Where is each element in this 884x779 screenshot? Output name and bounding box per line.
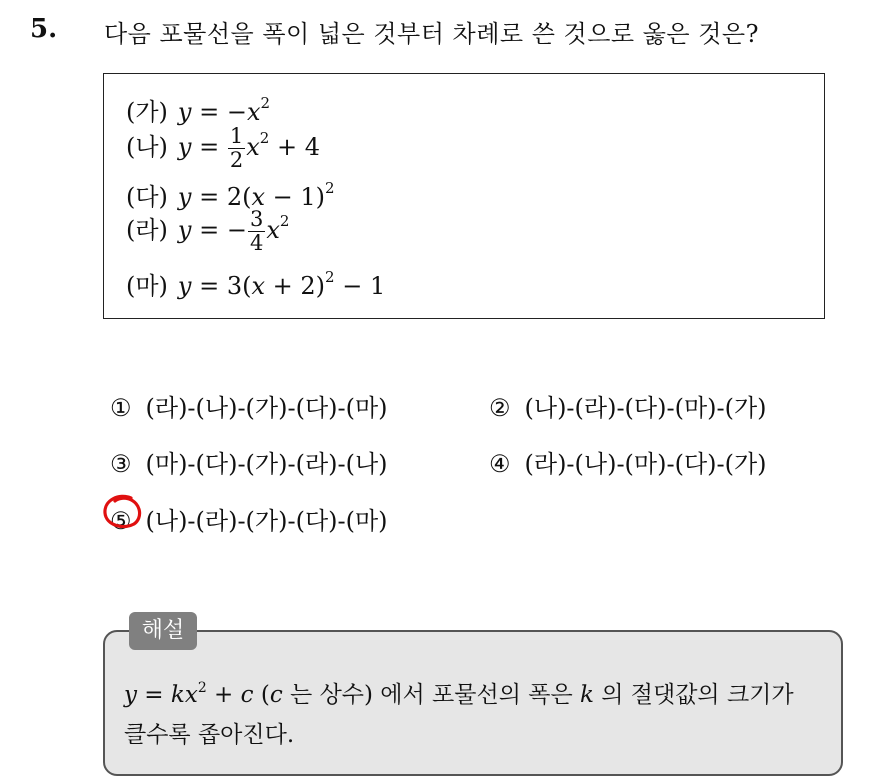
equation-label: (라) bbox=[126, 216, 168, 244]
equation-box bbox=[103, 73, 825, 319]
question-number: 5. bbox=[30, 14, 58, 44]
fraction-numerator: 3 bbox=[249, 207, 264, 231]
fraction bbox=[228, 126, 245, 171]
equation-da: (다) $y = 2(x - 1)^2$ bbox=[126, 179, 335, 211]
solution-text bbox=[124, 668, 794, 755]
fraction-denominator: 4 bbox=[249, 231, 264, 255]
choice-marker: ① bbox=[110, 394, 132, 422]
equation-ga: (가) $y = -x^2$ bbox=[126, 94, 271, 126]
equation-label: (나) bbox=[126, 133, 168, 161]
choice-marker: ② bbox=[489, 394, 511, 422]
equation-label: (다) bbox=[126, 183, 168, 211]
choice-marker: ⑤ bbox=[110, 507, 132, 535]
solution-line-1: $y = kx^2 + c$ (c 는 상수) 에서 포물선의 폭은 k 의 절댓값의 크기가 bbox=[124, 680, 794, 708]
solution-text-a: 는 상수) 에서 포물선의 폭은 bbox=[290, 682, 573, 708]
solution-line-2: 클수록 좁아진다. bbox=[124, 722, 295, 748]
solution-text-b: 의 절댓값의 크기가 bbox=[601, 682, 794, 708]
fraction-denominator: 2 bbox=[229, 148, 244, 172]
equation-label: (가) bbox=[126, 98, 168, 126]
choice-text: (나)-(라)-(다)-(마)-(가) bbox=[524, 394, 767, 422]
solution-tag: 해설 bbox=[129, 612, 197, 650]
fraction-numerator: 1 bbox=[229, 124, 244, 148]
choice-4[interactable] bbox=[489, 444, 767, 479]
equation-ma: (마) $y = 3(x + 2)^2 - 1$ bbox=[126, 268, 386, 300]
choice-2[interactable] bbox=[489, 388, 767, 423]
choice-5[interactable] bbox=[110, 501, 388, 536]
choice-text: (라)-(나)-(마)-(다)-(가) bbox=[524, 450, 767, 478]
choice-text: (나)-(라)-(가)-(다)-(마) bbox=[145, 507, 388, 535]
equation-label: (마) bbox=[126, 272, 168, 300]
choice-1[interactable] bbox=[110, 388, 388, 423]
choice-marker: ③ bbox=[110, 450, 132, 478]
choice-3[interactable] bbox=[110, 444, 388, 479]
choice-text: (마)-(다)-(가)-(라)-(나) bbox=[145, 450, 388, 478]
choice-marker: ④ bbox=[489, 450, 511, 478]
question-text: 다음 포물선을 폭이 넓은 것부터 차례로 쓴 것으로 옳은 것은? bbox=[104, 20, 759, 48]
choice-text: (라)-(나)-(가)-(다)-(마) bbox=[145, 394, 388, 422]
equation-na: (나) y = $\frac{1}{2}$ $x^2 + 4$ bbox=[126, 124, 320, 172]
fraction bbox=[248, 209, 265, 254]
equation-ra: (라) y = − $\frac{3}{4}$ $x^2$ bbox=[126, 207, 290, 255]
